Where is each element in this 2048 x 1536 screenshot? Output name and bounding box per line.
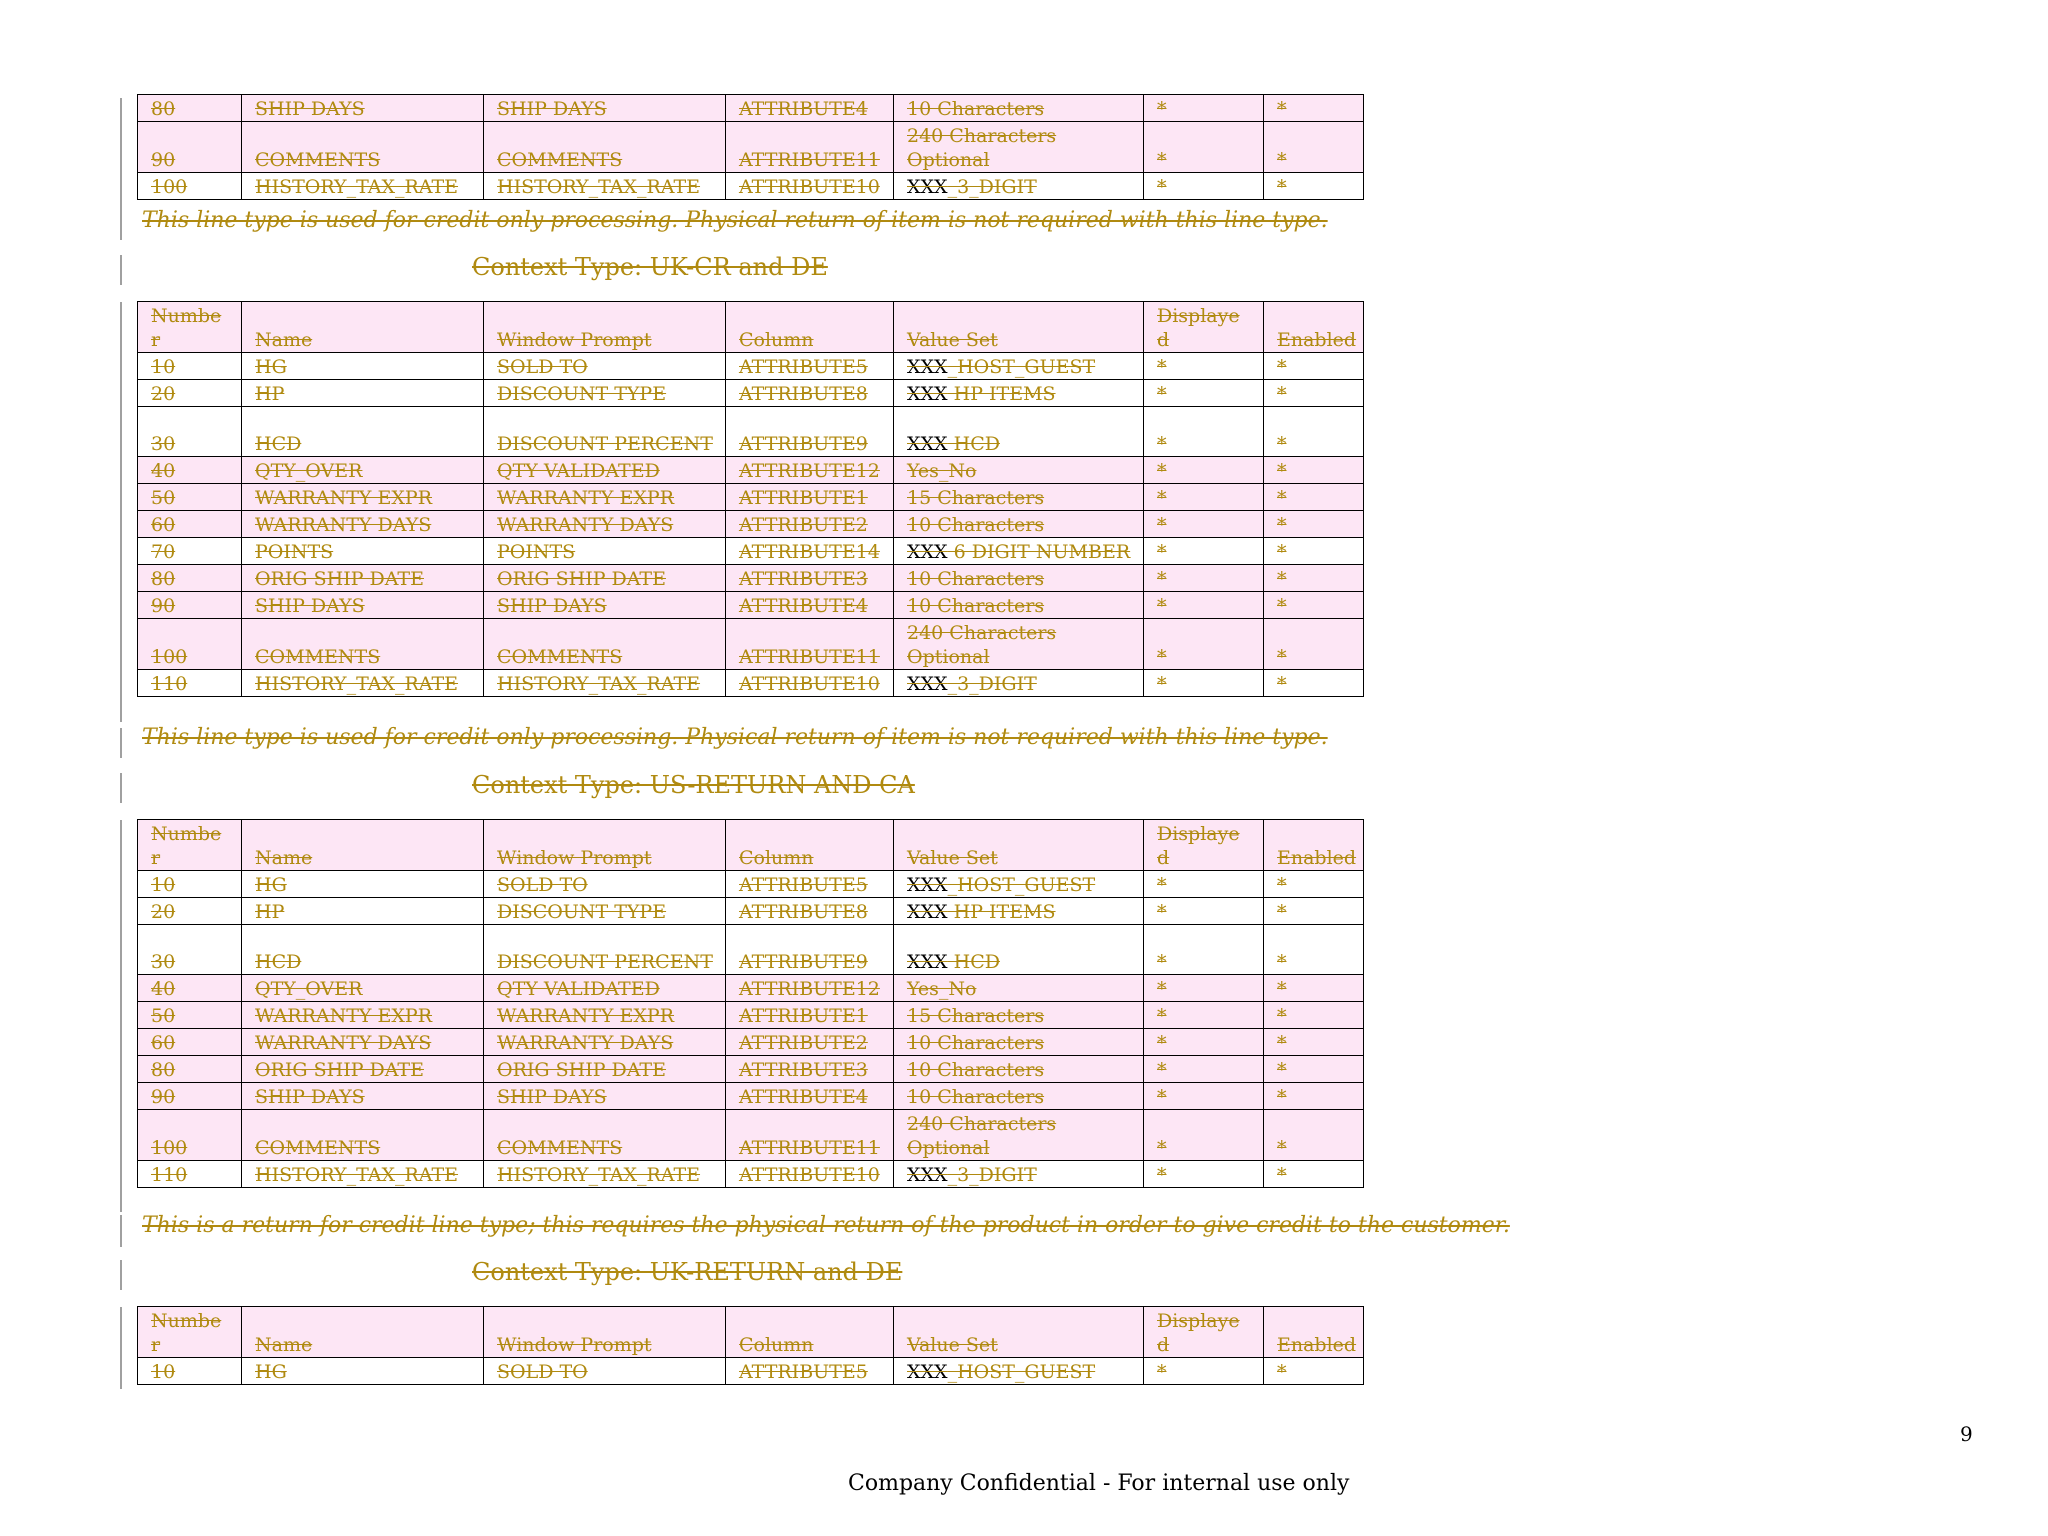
cell-displayed: * [1144,925,1264,975]
cell-enabled: * [1264,975,1364,1002]
cell-enabled: * [1264,353,1364,380]
cell-window-prompt: SOLD TO [484,871,726,898]
cell-displayed: * [1144,565,1264,592]
cell-enabled: * [1264,898,1364,925]
cell-enabled: * [1264,538,1364,565]
table-us-return-ca [137,819,1364,1188]
cell-value-set [894,380,1144,407]
cell-value-set [894,565,1144,592]
cell-displayed: * [1144,484,1264,511]
header-cell: Window Prompt [484,820,726,871]
cell-column: ATTRIBUTE4 [726,592,894,619]
cell-value-set [894,122,1144,173]
cell-window-prompt: DISCOUNT PERCENT [484,925,726,975]
table-row [138,95,1364,122]
value-prefix: XXX [907,951,948,973]
cell-number: 50 [138,1002,242,1029]
cell-column: ATTRIBUTE1 [726,1002,894,1029]
value-text: HCD [947,433,1000,455]
table-row [138,1002,1364,1029]
header-cell: Name [242,820,484,871]
table-row [138,619,1364,670]
note-credit-only: This line type is used for credit only processing. Physical return of item is not required with this line type. [142,725,1328,750]
value-prefix: XXX [907,356,948,378]
cell-window-prompt: WARRANTY DAYS [484,1029,726,1056]
value-text: 15 Characters [907,487,1045,509]
header-cell: Displaye d [1144,820,1264,871]
value-text: _HOST_GUEST [947,356,1096,378]
cell-number: 100 [138,173,242,200]
cell-name: SHIP DAYS [242,1083,484,1110]
table-row [138,511,1364,538]
change-bar [120,1260,122,1290]
cell-value-set [894,871,1144,898]
cell-window-prompt: WARRANTY EXPR [484,1002,726,1029]
value-text: _HOST_GUEST [947,1361,1096,1383]
cell-name: QTY_OVER [242,975,484,1002]
cell-name: HG [242,353,484,380]
cell-name: HP [242,898,484,925]
value-text: _3_DIGIT [947,176,1037,198]
cell-column: ATTRIBUTE11 [726,619,894,670]
table-header-row [138,820,1364,871]
cell-column: ATTRIBUTE2 [726,511,894,538]
cell-displayed: * [1144,975,1264,1002]
cell-displayed: * [1144,353,1264,380]
cell-displayed: * [1144,1110,1264,1161]
change-bar [120,98,122,210]
cell-window-prompt: HISTORY_TAX_RATE [484,173,726,200]
cell-number: 40 [138,975,242,1002]
table-row [138,457,1364,484]
cell-window-prompt: QTY VALIDATED [484,975,726,1002]
cell-displayed: * [1144,173,1264,200]
cell-name: HISTORY_TAX_RATE [242,1161,484,1188]
cell-column: ATTRIBUTE12 [726,457,894,484]
cell-window-prompt: DISCOUNT TYPE [484,898,726,925]
value-text: 15 Characters [907,1005,1045,1027]
table-row [138,1083,1364,1110]
header-cell: Value Set [894,820,1144,871]
cell-window-prompt: ORIG SHIP DATE [484,1056,726,1083]
header-cell: Displaye d [1144,302,1264,353]
cell-displayed: * [1144,871,1264,898]
cell-number: 110 [138,670,242,697]
cell-column: ATTRIBUTE10 [726,173,894,200]
cell-value-set [894,670,1144,697]
value-text: _3_DIGIT [947,1164,1037,1186]
cell-value-set [894,619,1144,670]
header-cell: Numbe r [138,1307,242,1358]
cell-value-set [894,1358,1144,1385]
cell-name: WARRANTY DAYS [242,511,484,538]
cell-column: ATTRIBUTE11 [726,122,894,173]
change-bar [120,1307,122,1389]
cell-enabled: * [1264,1002,1364,1029]
header-cell: Name [242,1307,484,1358]
cell-value-set [894,898,1144,925]
note-return-for-credit: This is a return for credit line type; this requires the physical return of the product in order to give credit to the customer. [142,1213,1510,1238]
value-prefix: XXX [907,383,948,405]
header-cell: Column [726,302,894,353]
header-cell: Value Set [894,302,1144,353]
value-text: 10 Characters [907,1059,1045,1081]
cell-displayed: * [1144,511,1264,538]
cell-displayed: * [1144,1056,1264,1083]
value-text: 6 DIGIT NUMBER [947,541,1131,563]
header-cell: Window Prompt [484,302,726,353]
header-cell: Column [726,820,894,871]
cell-enabled: * [1264,173,1364,200]
cell-column: ATTRIBUTE2 [726,1029,894,1056]
cell-window-prompt: COMMENTS [484,1110,726,1161]
value-text: HP ITEMS [947,901,1056,923]
value-prefix: XXX [907,874,948,896]
cell-enabled: * [1264,380,1364,407]
cell-enabled: * [1264,670,1364,697]
table-row [138,380,1364,407]
cell-enabled: * [1264,122,1364,173]
context-type-heading: Context Type: UK-CR and DE [472,253,828,281]
change-bar [120,1215,122,1247]
value-text: 10 Characters [907,98,1045,120]
cell-displayed: * [1144,592,1264,619]
value-text: 10 Characters [907,1086,1045,1108]
table-header-row [138,1307,1364,1358]
cell-window-prompt: HISTORY_TAX_RATE [484,1161,726,1188]
cell-window-prompt: QTY VALIDATED [484,457,726,484]
cell-number: 90 [138,122,242,173]
value-prefix: XXX [907,673,948,695]
cell-name: HG [242,871,484,898]
cell-enabled: * [1264,95,1364,122]
cell-value-set [894,511,1144,538]
cell-displayed: * [1144,380,1264,407]
header-cell: Numbe r [138,302,242,353]
table-body [138,95,1364,200]
value-text: Yes_No [907,460,977,482]
cell-window-prompt: ORIG SHIP DATE [484,565,726,592]
cell-number: 10 [138,871,242,898]
cell-name: WARRANTY DAYS [242,1029,484,1056]
cell-enabled: * [1264,457,1364,484]
table-row [138,353,1364,380]
cell-number: 20 [138,380,242,407]
cell-window-prompt: COMMENTS [484,122,726,173]
cell-column: ATTRIBUTE8 [726,380,894,407]
table-uk-cr-de [137,301,1364,697]
header-cell: Enabled [1264,1307,1364,1358]
cell-name: HG [242,1358,484,1385]
cell-column: ATTRIBUTE14 [726,538,894,565]
value-text: 10 Characters [907,568,1045,590]
cell-name: WARRANTY EXPR [242,1002,484,1029]
cell-enabled: * [1264,1083,1364,1110]
cell-number: 30 [138,407,242,457]
cell-enabled: * [1264,1029,1364,1056]
table-row [138,592,1364,619]
cell-name: HP [242,380,484,407]
cell-column: ATTRIBUTE9 [726,407,894,457]
cell-window-prompt: SHIP DAYS [484,95,726,122]
value-text: 10 Characters [907,514,1045,536]
value-text: Yes_No [907,978,977,1000]
cell-column: ATTRIBUTE11 [726,1110,894,1161]
change-bar [120,210,122,240]
cell-number: 10 [138,353,242,380]
change-bar [120,728,122,758]
cell-window-prompt: SOLD TO [484,1358,726,1385]
context-type-heading: Context Type: UK-RETURN and DE [472,1258,903,1286]
cell-displayed: * [1144,1358,1264,1385]
table-row [138,122,1364,173]
cell-name: POINTS [242,538,484,565]
cell-column: ATTRIBUTE10 [726,1161,894,1188]
cell-number: 90 [138,592,242,619]
header-cell: Window Prompt [484,1307,726,1358]
value-text: _3_DIGIT [947,673,1037,695]
cell-name: HISTORY_TAX_RATE [242,670,484,697]
table-row [138,975,1364,1002]
cell-enabled: * [1264,871,1364,898]
table-body [138,302,1364,697]
table-row [138,565,1364,592]
page-number: 9 [1960,1422,1973,1446]
cell-displayed: * [1144,1029,1264,1056]
table-row [138,484,1364,511]
cell-number: 70 [138,538,242,565]
header-cell: Value Set [894,1307,1144,1358]
value-text: 10 Characters [907,1032,1045,1054]
cell-column: ATTRIBUTE3 [726,565,894,592]
cell-enabled: * [1264,1110,1364,1161]
cell-value-set [894,592,1144,619]
table-row [138,1056,1364,1083]
cell-enabled: * [1264,1358,1364,1385]
change-bar [120,302,122,722]
cell-column: ATTRIBUTE3 [726,1056,894,1083]
table-row [138,1358,1364,1385]
value-prefix: XXX [907,1361,948,1383]
change-bar [120,773,122,803]
table-row [138,670,1364,697]
cell-value-set [894,1110,1144,1161]
value-text: HP ITEMS [947,383,1056,405]
cell-number: 80 [138,1056,242,1083]
cell-name: COMMENTS [242,619,484,670]
cell-displayed: * [1144,1083,1264,1110]
cell-displayed: * [1144,898,1264,925]
cell-number: 50 [138,484,242,511]
cell-value-set [894,407,1144,457]
cell-displayed: * [1144,619,1264,670]
table-body [138,820,1364,1188]
cell-value-set [894,457,1144,484]
value-text: 240 Characters Optional [907,125,1057,171]
value-text: HCD [947,951,1000,973]
cell-number: 20 [138,898,242,925]
cell-window-prompt: POINTS [484,538,726,565]
table-body [138,1307,1364,1385]
value-prefix: XXX [907,433,948,455]
table-row [138,871,1364,898]
cell-name: SHIP DAYS [242,592,484,619]
cell-enabled: * [1264,1056,1364,1083]
header-cell: Numbe r [138,820,242,871]
cell-number: 10 [138,1358,242,1385]
cell-name: QTY_OVER [242,457,484,484]
cell-displayed: * [1144,95,1264,122]
cell-name: ORIG SHIP DATE [242,565,484,592]
cell-enabled: * [1264,565,1364,592]
cell-enabled: * [1264,619,1364,670]
cell-number: 100 [138,1110,242,1161]
header-cell: Displaye d [1144,1307,1264,1358]
cell-value-set [894,975,1144,1002]
table-row [138,173,1364,200]
cell-number: 30 [138,925,242,975]
cell-name: WARRANTY EXPR [242,484,484,511]
cell-displayed: * [1144,407,1264,457]
cell-enabled: * [1264,925,1364,975]
table-row [138,925,1364,975]
cell-window-prompt: WARRANTY EXPR [484,484,726,511]
cell-displayed: * [1144,457,1264,484]
cell-name: COMMENTS [242,1110,484,1161]
table-row [138,1161,1364,1188]
cell-column: ATTRIBUTE9 [726,925,894,975]
cell-enabled: * [1264,511,1364,538]
header-cell: Enabled [1264,302,1364,353]
cell-number: 90 [138,1083,242,1110]
cell-number: 60 [138,511,242,538]
context-type-heading: Context Type: US-RETURN AND CA [472,771,915,799]
cell-column: ATTRIBUTE4 [726,1083,894,1110]
table-header-row [138,302,1364,353]
value-text: _HOST_GUEST [947,874,1096,896]
cell-enabled: * [1264,592,1364,619]
cell-column: ATTRIBUTE4 [726,95,894,122]
cell-displayed: * [1144,1002,1264,1029]
cell-number: 80 [138,565,242,592]
cell-window-prompt: SOLD TO [484,353,726,380]
cell-number: 40 [138,457,242,484]
cell-value-set [894,173,1144,200]
cell-enabled: * [1264,407,1364,457]
cell-value-set [894,353,1144,380]
cell-window-prompt: WARRANTY DAYS [484,511,726,538]
change-bar [120,255,122,285]
value-prefix: XXX [907,176,948,198]
header-cell: Column [726,1307,894,1358]
cell-name: ORIG SHIP DATE [242,1056,484,1083]
table-row [138,1029,1364,1056]
cell-number: 100 [138,619,242,670]
change-bar [120,820,122,1212]
value-text: 240 Characters Optional [907,622,1057,668]
value-prefix: XXX [907,541,948,563]
cell-window-prompt: SHIP DAYS [484,1083,726,1110]
cell-window-prompt: HISTORY_TAX_RATE [484,670,726,697]
cell-number: 80 [138,95,242,122]
cell-value-set [894,1029,1144,1056]
cell-column: ATTRIBUTE12 [726,975,894,1002]
table-uk-return-de [137,1306,1364,1385]
cell-value-set [894,1002,1144,1029]
cell-value-set [894,1161,1144,1188]
table-row [138,538,1364,565]
cell-number: 60 [138,1029,242,1056]
cell-column: ATTRIBUTE5 [726,871,894,898]
header-cell: Name [242,302,484,353]
cell-value-set [894,538,1144,565]
cell-displayed: * [1144,122,1264,173]
cell-column: ATTRIBUTE1 [726,484,894,511]
cell-column: ATTRIBUTE5 [726,1358,894,1385]
cell-enabled: * [1264,1161,1364,1188]
cell-window-prompt: COMMENTS [484,619,726,670]
cell-name: HCD [242,925,484,975]
cell-column: ATTRIBUTE10 [726,670,894,697]
cell-window-prompt: SHIP DAYS [484,592,726,619]
cell-value-set [894,95,1144,122]
cell-column: ATTRIBUTE8 [726,898,894,925]
cell-value-set [894,1083,1144,1110]
cell-window-prompt: DISCOUNT TYPE [484,380,726,407]
value-text: 10 Characters [907,595,1045,617]
cell-number: 110 [138,1161,242,1188]
footer-confidential: Company Confidential - For internal use only [848,1471,1350,1496]
cell-name: COMMENTS [242,122,484,173]
header-cell: Enabled [1264,820,1364,871]
cell-displayed: * [1144,538,1264,565]
cell-displayed: * [1144,1161,1264,1188]
cell-enabled: * [1264,484,1364,511]
cell-value-set [894,925,1144,975]
value-prefix: XXX [907,1164,948,1186]
cell-name: SHIP DAYS [242,95,484,122]
table-row [138,1110,1364,1161]
table-continued [137,94,1364,200]
cell-displayed: * [1144,670,1264,697]
table-row [138,407,1364,457]
note-credit-only: This line type is used for credit only processing. Physical return of item is not required with this line type. [142,208,1328,233]
cell-column: ATTRIBUTE5 [726,353,894,380]
table-row [138,898,1364,925]
value-text: 240 Characters Optional [907,1113,1057,1159]
cell-value-set [894,1056,1144,1083]
value-prefix: XXX [907,901,948,923]
cell-name: HCD [242,407,484,457]
cell-name: HISTORY_TAX_RATE [242,173,484,200]
cell-window-prompt: DISCOUNT PERCENT [484,407,726,457]
cell-value-set [894,484,1144,511]
